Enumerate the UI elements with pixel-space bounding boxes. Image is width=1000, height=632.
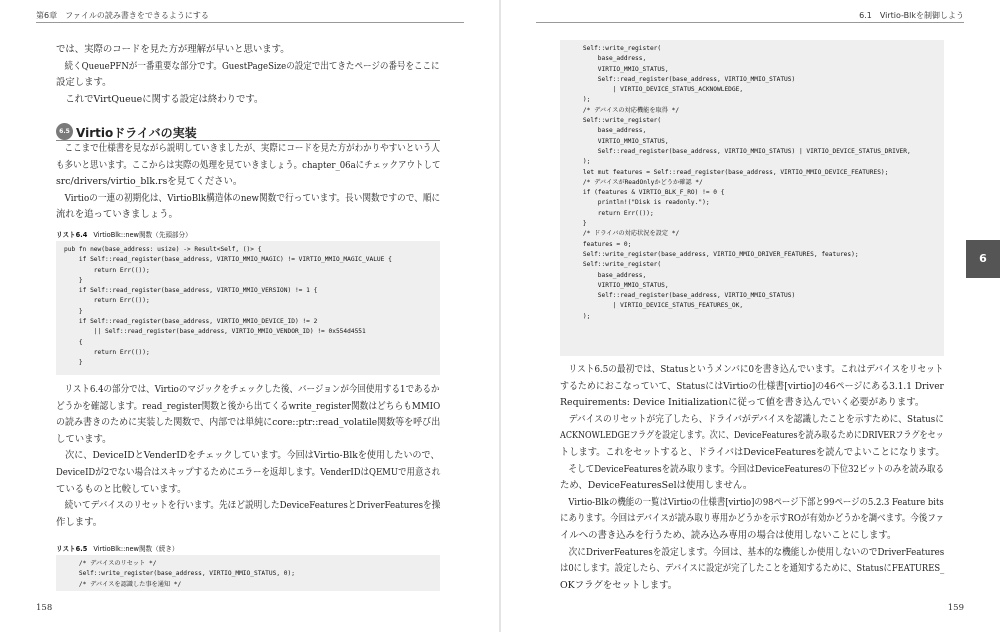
text-line: そしてDeviceFeaturesを読み取ります。今回はDeviceFeaturesの下位32ビットのみを読み取る — [560, 463, 945, 475]
code-line: /* デバイスの対応機能を取得 */ — [568, 106, 680, 114]
code-line: println!("Disk is readonly."); — [568, 199, 710, 207]
code-line: { — [64, 338, 83, 346]
listing-title: VirtioBlk::new関数（続き） — [93, 545, 179, 553]
code-listing-6-5 — [56, 555, 440, 591]
code-line: if (features & VIRTIO_BLK_F_RO) != 0 { — [568, 189, 725, 197]
code-line: let mut features = Self::read_register(base_address, VIRTIO_MMIO_DEVICE_FEATURES); — [568, 168, 889, 176]
section-paragraph — [56, 141, 440, 224]
code-line: || Self::read_register(base_address, VIRTIO_MMIO_VENDOR_ID) != 0x554d4551 — [64, 328, 366, 336]
text-line: するためにおこなっていて、StatusにはVirtioの仕様書[virtio]の46ページにある3.1.1 Driver — [560, 380, 944, 392]
text-line: Virtio-Blkの機能の一覧はVirtioの仕様書[virtio]の98ページ下部と99ページの5.2.3 Feature bits — [560, 496, 944, 508]
code-line: base_address, — [568, 271, 647, 279]
text-line: イルへの書き込みを行うため、読み込み専用の場合は使用しないことにします。 — [560, 529, 897, 541]
code-line: Self::write_register( — [568, 117, 662, 125]
text-line: OKフラグをセットします。 — [560, 579, 678, 591]
code-line: } — [64, 359, 83, 367]
code-line: if Self::read_register(base_address, VIRTIO_MMIO_MAGIC) != VIRTIO_MMIO_MAGIC_VALUE { — [64, 256, 392, 264]
code-line: /* デバイスを認識した事を通知 */ — [64, 580, 182, 588]
code-line: if Self::read_register(base_address, VIRTIO_MMIO_DEVICE_ID) != 2 — [64, 318, 318, 326]
chapter-tab: 6 — [966, 240, 1000, 278]
code-line: /* デバイスがReadOnlyかどうか確認 */ — [568, 178, 703, 186]
code-line: Self::write_register(base_address, VIRTIO_MMIO_DRIVER_FEATURES, features); — [568, 250, 859, 258]
code-line: features = 0; — [568, 240, 632, 248]
code-line: } — [64, 276, 83, 284]
listing-caption — [56, 543, 179, 553]
text-line: リスト6.5の最初では、Statusというメンバに0を書き込んでいます。これはデバイスをリセット — [560, 364, 944, 375]
text-line: 続いてデバイスのリセットを行います。先ほど説明したDeviceFeaturesとDriverFeaturesを操 — [56, 500, 441, 512]
text-line: src/drivers/virtio_blk.rsを見てください。 — [56, 176, 243, 188]
right-page — [500, 0, 1000, 632]
listing-label: リスト6.4 — [56, 231, 88, 239]
text-line: Requirements: Device Initializationに従って値を書き込んでいく必要があります。 — [560, 397, 925, 409]
listing-caption — [56, 229, 192, 239]
code-line: return Err(()); — [64, 348, 150, 356]
code-line: VIRTIO_MMIO_STATUS, — [568, 65, 669, 73]
code-line: return Err(()); — [568, 209, 654, 217]
code-line: Self::read_register(base_address, VIRTIO_MMIO_STATUS) | VIRTIO_DEVICE_STATUS_DRIVER, — [568, 147, 911, 155]
text-line: これでVirtQueueに関する設定は終わりです。 — [56, 93, 264, 105]
header-rule — [536, 22, 964, 23]
listing-label: リスト6.5 — [56, 545, 88, 553]
code-line: ); — [568, 158, 591, 166]
text-line: 続くQueuePFNが一番重要な部分です。GuestPageSizeの設定で出てきたページの番号をここに — [56, 60, 440, 72]
text-line: にあります。今回はデバイスが読み取り専用かどうかを示すROが有効かどうかを調べます。今後ファ — [560, 513, 945, 525]
code-line: Self::read_register(base_address, VIRTIO_MMIO_STATUS) — [568, 75, 796, 83]
text-line: どうかを確認します。read_register関数と後から出てくるwrite_register関数はどちらもMMIO — [56, 400, 441, 412]
code-line: Self::read_register(base_address, VIRTIO_MMIO_STATUS) — [568, 292, 796, 300]
text-line: 次に、DeviceIDとVenderIDをチェックしています。今回はVirtio-Blkを使用したいので、 — [56, 450, 440, 462]
code-line: return Err(()); — [64, 266, 150, 274]
code-line: Self::write_register( — [568, 261, 662, 269]
listing-title: VirtioBlk::new関数（先頭部分） — [93, 231, 192, 239]
text-line: の読み書きのために実装した関数で、内部では単純にcore::ptr::read_volatile関数等を呼び出 — [56, 417, 441, 429]
page-number: 159 — [947, 603, 964, 613]
intro-paragraph — [56, 42, 440, 108]
running-header-left: 第6章 ファイルの読み書きをできるようにする — [36, 11, 209, 20]
text-line: では、実際のコードを見た方が理解が早いと思います。 — [56, 44, 290, 55]
section-heading — [56, 123, 440, 141]
text-line: も多いと思います。ここからは実際の処理を見ていきましょう。chapter_06aにチェックアウトして — [56, 159, 441, 171]
body-paragraph — [560, 362, 944, 594]
header-rule — [36, 22, 464, 23]
code-listing-6-4 — [56, 241, 440, 375]
code-line: VIRTIO_MMIO_STATUS, — [568, 137, 669, 145]
text-line: 作します。 — [56, 516, 103, 528]
code-line: } — [568, 220, 587, 228]
body-paragraph — [56, 382, 440, 531]
text-line: 設定します。 — [56, 77, 112, 89]
code-line: Self::write_register( — [568, 45, 662, 52]
code-line: return Err(()); — [64, 297, 150, 305]
text-line: ここまで仕様書を見ながら説明していきましたが、実際にコードを見た方がわかりやすいという人 — [56, 143, 440, 154]
code-line: ); — [568, 312, 591, 320]
code-line: if Self::read_register(base_address, VIRTIO_MMIO_VERSION) != 1 { — [64, 287, 318, 295]
page-number: 158 — [36, 603, 53, 613]
code-line: /* デバイスのリセット */ — [64, 560, 157, 567]
code-line: | VIRTIO_DEVICE_STATUS_ACKNOWLEDGE, — [568, 86, 744, 94]
code-line: | VIRTIO_DEVICE_STATUS_FEATURES_OK, — [568, 302, 744, 310]
code-line: /* ドライバの対応状況を設定 */ — [568, 230, 680, 238]
text-line: ため、DeviceFeaturesSelは使用しません。 — [560, 480, 753, 492]
text-line: 次にDriverFeaturesを設定します。今回は、基本的な機能しか使用しないのでDriverFeatures — [560, 546, 945, 558]
text-line: トします。これをセットすると、ドライバはDeviceFeaturesを読んでよいことになります。 — [560, 446, 945, 458]
text-line: ているものと比較しています。 — [56, 483, 187, 495]
text-line: は0にします。設定したら、デバイスに設定が完了したことを通知するために、StatusにFEATURES_ — [560, 563, 945, 575]
code-line: base_address, — [568, 55, 647, 63]
code-line: VIRTIO_MMIO_STATUS, — [568, 281, 669, 289]
text-line: Virtioの一連の初期化は、VirtioBlk構造体のnew関数で行っています。長い関数ですので、順に — [56, 192, 441, 204]
code-line: ); — [568, 96, 591, 104]
code-listing-continued — [560, 40, 944, 356]
code-line: Self::write_register(base_address, VIRTIO_MMIO_STATUS, 0); — [64, 570, 295, 578]
code-line: } — [64, 307, 83, 315]
text-line: しています。 — [56, 433, 112, 445]
section-number-icon: 6.5 — [56, 123, 73, 140]
text-line: 流れを追っていきましょう。 — [56, 209, 178, 221]
code-line: base_address, — [568, 127, 647, 135]
section-title: Virtioドライバの実装 — [76, 126, 197, 140]
code-line: pub fn new(base_address: usize) -> Result<Self, ()> { — [64, 246, 262, 253]
text-line: ACKNOWLEDGEフラグを設定します。次に、DeviceFeaturesを読み取るためにDRIVERフラグをセッ — [560, 430, 944, 442]
text-line: リスト6.4の部分では、Virtioのマジックをチェックした後、バージョンが今回使用する1であるか — [56, 384, 440, 395]
text-line: デバイスのリセットが完了したら、ドライバがデバイスを認識したことを示すために、Statusに — [560, 413, 945, 425]
running-header-right: 6.1 Virtio-Blkを制御しよう — [859, 11, 964, 20]
text-line: DeviceIDが2でない場合はスキップするためにエラーを返却します。VenderIDはQEMUで用意され — [56, 466, 441, 478]
